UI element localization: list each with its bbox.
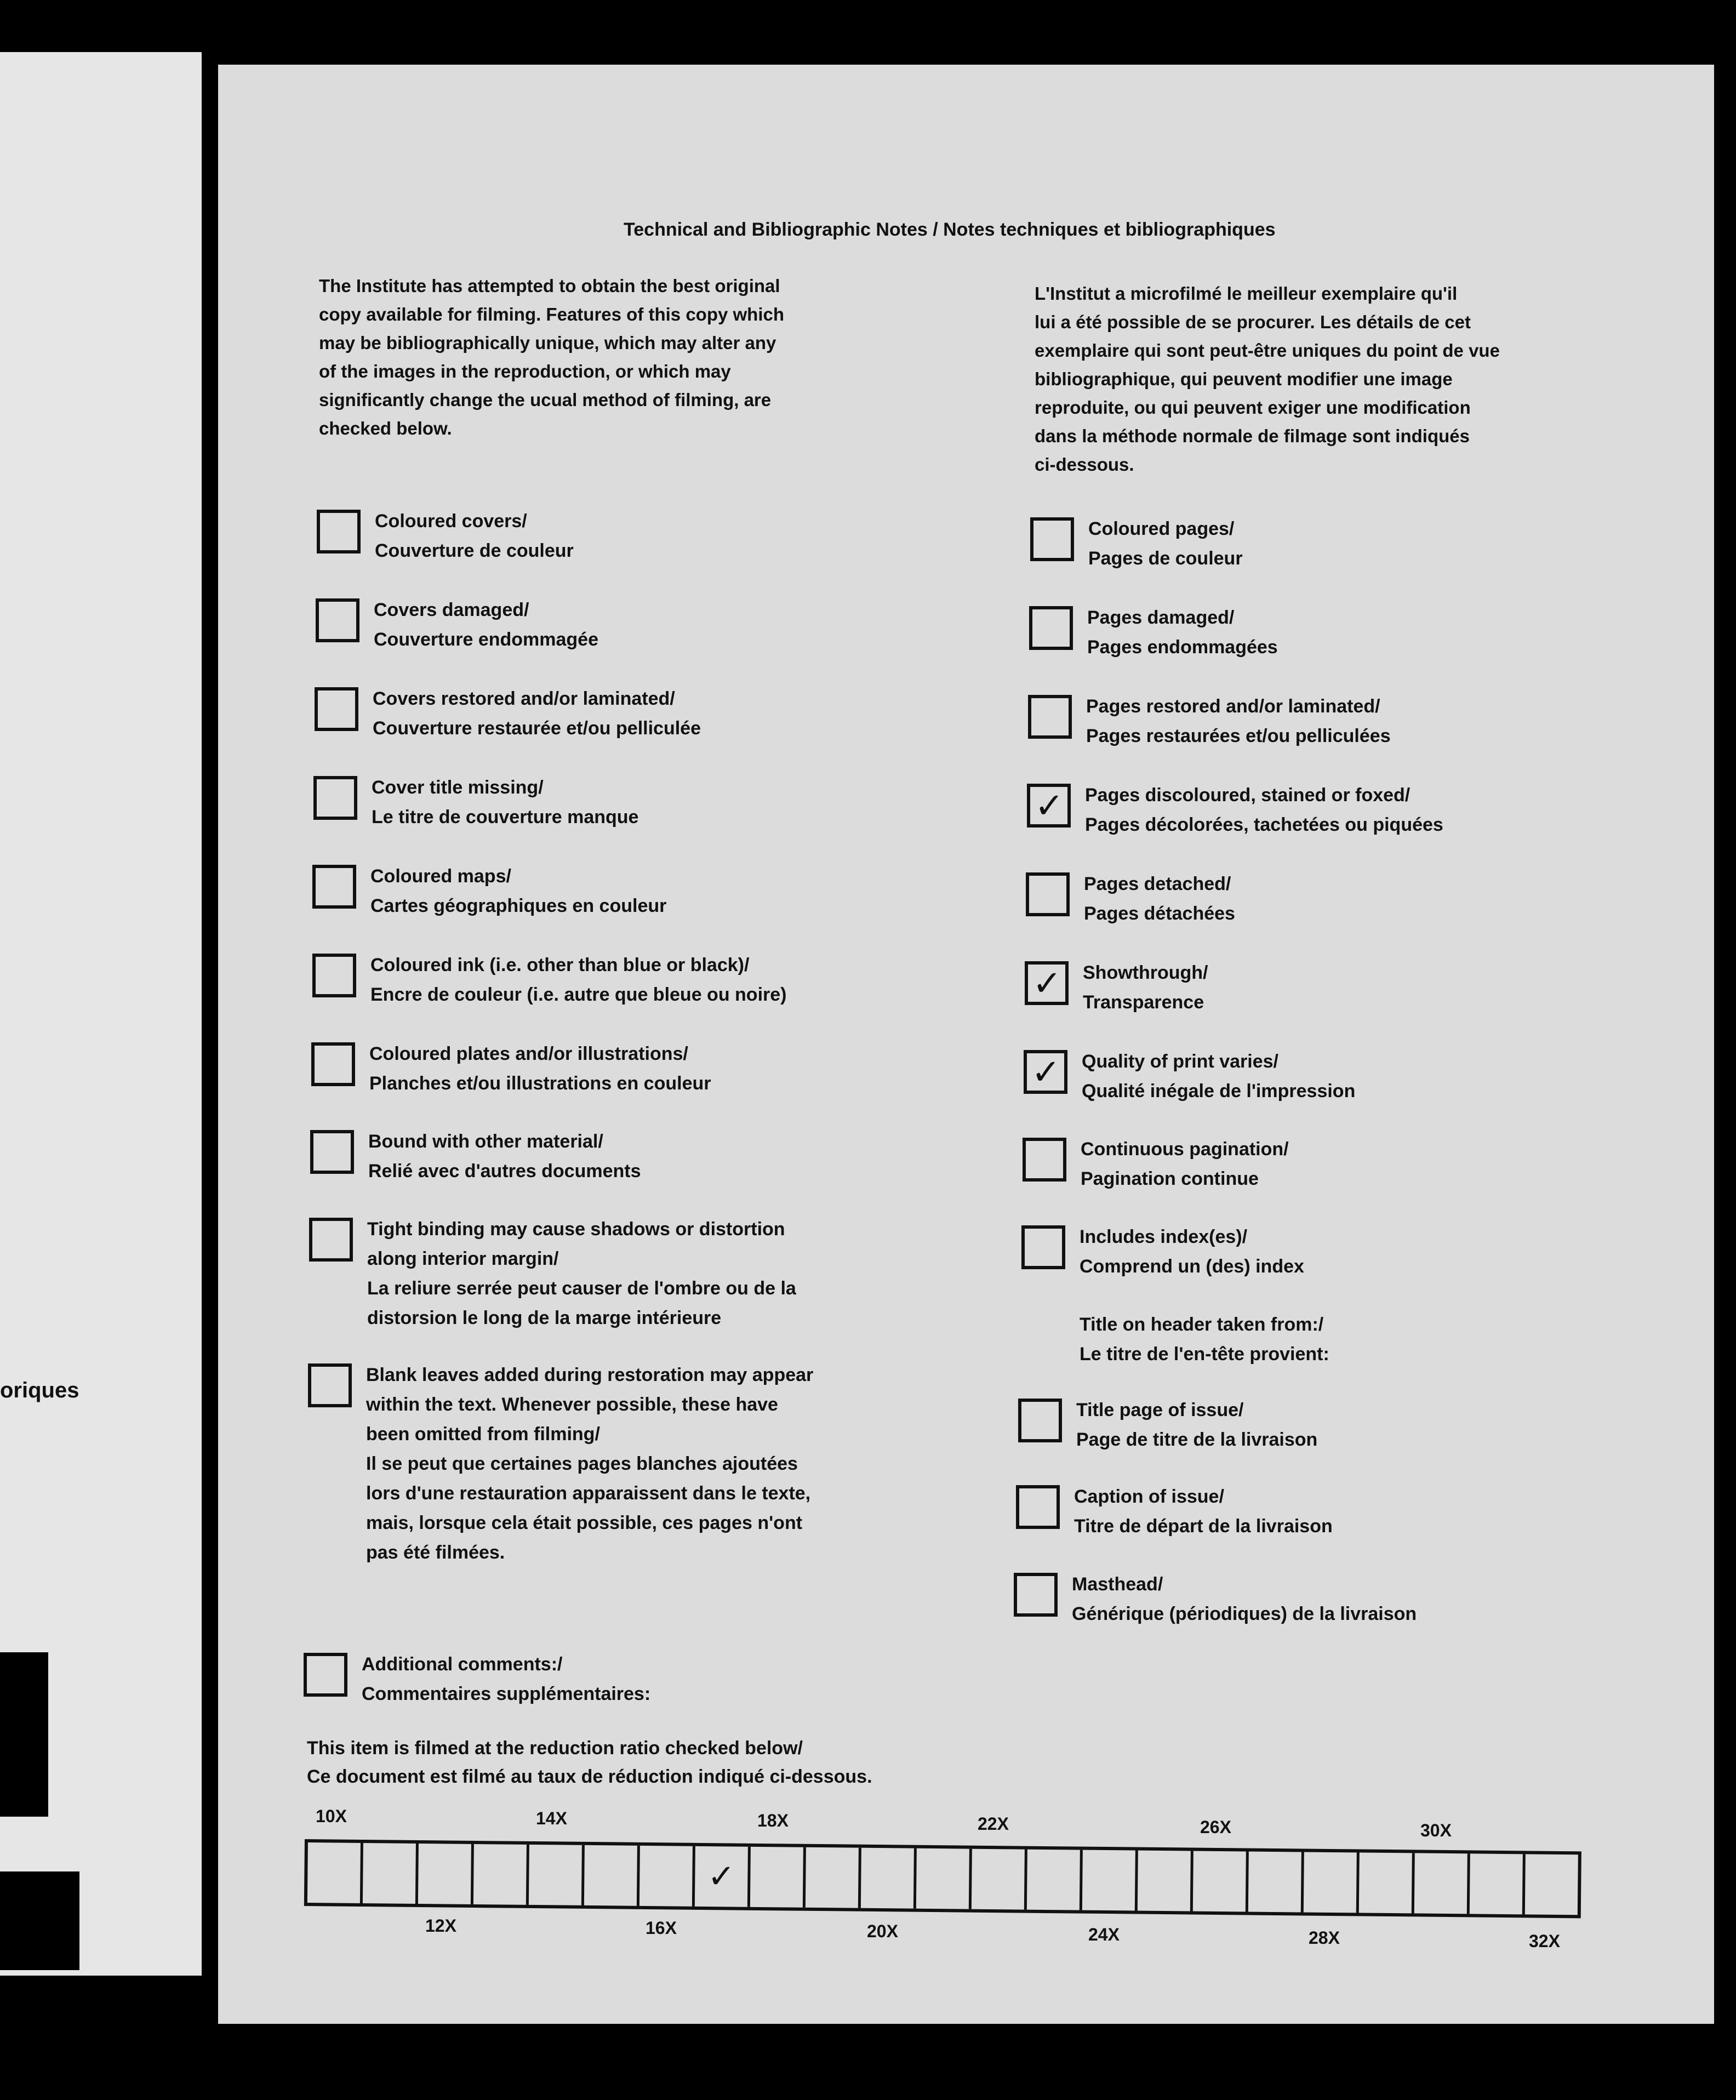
reduction-cell[interactable] <box>1525 1854 1578 1915</box>
checklist-label: Coloured ink (i.e. other than blue or black)/ Encre de couleur (i.e. autre que bleue ou noire) <box>370 955 787 1005</box>
reduction-cell[interactable] <box>1082 1850 1138 1911</box>
reduction-ratio-note: This item is filmed at the reduction ratio checked below/ Ce document est filmé au taux de réduction indiqué ci-dessous. <box>307 1738 872 1787</box>
reduction-cell[interactable] <box>1304 1852 1360 1913</box>
left-page-black-mark-1 <box>0 1652 48 1817</box>
checkbox[interactable] <box>315 687 358 731</box>
checkbox[interactable] <box>1026 872 1070 916</box>
checklist-label: Coloured plates and/or illustrations/ Planches et/ou illustrations en couleur <box>369 1043 711 1094</box>
checklist-label: Includes index(es)/ Comprend un (des) index <box>1080 1226 1304 1277</box>
scale-label-bottom: 20X <box>867 1921 898 1941</box>
reduction-cell[interactable] <box>1470 1853 1526 1914</box>
checklist-label: Bound with other material/ Relié avec d'autres documents <box>368 1131 641 1182</box>
scale-label-bottom: 28X <box>1309 1928 1340 1948</box>
checkbox[interactable] <box>1028 695 1072 739</box>
scale-label-top: 14X <box>536 1808 567 1828</box>
check-mark-icon: ✓ <box>1031 1052 1061 1092</box>
checklist-label: Pages detached/ Pages détachées <box>1084 874 1235 924</box>
checklist-label: Title page of issue/ Page de titre de la livraison <box>1076 1400 1318 1450</box>
reduction-cell-checked[interactable]: ✓ <box>695 1846 751 1907</box>
reduction-cell[interactable] <box>529 1845 585 1905</box>
checklist-label: Coloured covers/ Couverture de couleur <box>375 511 574 561</box>
reduction-cell[interactable] <box>916 1848 972 1909</box>
document-sheet <box>218 65 1714 2024</box>
checkbox[interactable] <box>304 1653 347 1697</box>
reduction-cell[interactable] <box>1359 1852 1415 1913</box>
reduction-cell[interactable] <box>1414 1853 1470 1914</box>
checklist-label: Pages discoloured, stained or foxed/ Pages décolorées, tachetées ou piquées <box>1085 785 1443 835</box>
checkbox[interactable] <box>1029 606 1073 650</box>
checkbox[interactable] <box>1016 1485 1060 1529</box>
reduction-cell[interactable] <box>1138 1851 1194 1911</box>
left-page-fragment: oriques <box>0 1378 79 1402</box>
checklist-label: Pages restored and/or laminated/ Pages restaurées et/ou pelliculées <box>1086 696 1391 746</box>
page-title: Technical and Bibliographic Notes / Notes techniques et bibliographiques <box>624 219 1276 240</box>
checkbox[interactable] <box>316 598 359 642</box>
checklist-label: Covers damaged/ Couverture endommagée <box>374 600 598 650</box>
check-mark-icon: ✓ <box>1032 963 1062 1003</box>
scale-label-top: 26X <box>1200 1817 1231 1837</box>
reduction-cell[interactable] <box>806 1847 861 1908</box>
reduction-cell[interactable] <box>1027 1850 1083 1910</box>
checklist-label: Blank leaves added during restoration may appear within the text. Whenever possible, these have been omitted from filming/ Il se peut que certaines pages blanches ajoutées lors d'une restauration apparaissent dans le texte, mais, lorsque cela était possible, ces pages n'ont pas été filmées. <box>366 1365 814 1563</box>
scale-label-top: 18X <box>757 1811 789 1830</box>
checklist-label: Coloured maps/ Cartes géographiques en couleur <box>370 866 667 916</box>
checkbox[interactable] <box>312 954 356 997</box>
checkbox[interactable] <box>1014 1573 1058 1617</box>
intro-french: L'Institut a microfilmé le meilleur exemplaire qu'il lui a été possible de se procurer. Les détails de cet exemplaire qui sont peut-être uniques du point de vue bibliographique, qui peuvent modifier une image reproduite, ou qui peuvent exiger une modification dans la méthode normale de filmage sont indiqués ci-dessous. <box>1035 283 1500 475</box>
checklist-label: Masthead/ Générique (périodiques) de la livraison <box>1072 1574 1417 1624</box>
checklist-label: Covers restored and/or laminated/ Couverture restaurée et/ou pelliculée <box>373 688 701 739</box>
reduction-cell[interactable] <box>750 1847 806 1908</box>
reduction-cell[interactable] <box>584 1845 640 1906</box>
scale-label-bottom: 32X <box>1529 1931 1560 1951</box>
checkbox[interactable] <box>313 776 357 820</box>
checkbox[interactable] <box>317 510 361 553</box>
reduction-cell[interactable] <box>972 1849 1027 1910</box>
checklist-label: Quality of print varies/ Qualité inégale de l'impression <box>1082 1051 1356 1102</box>
checkbox[interactable] <box>310 1130 354 1174</box>
reduction-cell[interactable] <box>473 1844 529 1905</box>
scale-label-bottom: 12X <box>425 1916 456 1936</box>
checkbox[interactable] <box>312 865 356 909</box>
check-mark-icon: ✓ <box>1035 786 1064 825</box>
intro-english: The Institute has attempted to obtain the best original copy available for filming. Features of this copy which may be bibliographically unique, which may alter any of the images in the reproduction, or which may significantly change the ucual method of filming, are checked below. <box>319 276 785 438</box>
scale-label-top: 22X <box>978 1814 1009 1834</box>
checkbox[interactable] <box>309 1218 353 1262</box>
checklist-label: Continuous pagination/ Pagination continue <box>1081 1139 1289 1189</box>
reduction-cell[interactable] <box>307 1842 363 1903</box>
reduction-cell[interactable] <box>861 1848 917 1909</box>
checklist-label: Caption of issue/ Titre de départ de la livraison <box>1074 1486 1333 1537</box>
reduction-ratio-strip <box>304 1839 1581 1918</box>
checkbox[interactable] <box>1027 784 1071 828</box>
reduction-cell[interactable] <box>418 1844 474 1904</box>
checkbox[interactable] <box>311 1042 355 1086</box>
reduction-cell[interactable] <box>363 1843 419 1904</box>
checkbox[interactable] <box>1018 1399 1062 1442</box>
checklist-label: Tight binding may cause shadows or distortion along interior margin/ La reliure serrée peut causer de l'ombre ou de la distorsion le long de la marge intérieure <box>367 1219 796 1328</box>
checkbox[interactable] <box>1025 961 1069 1005</box>
scale-label-bottom: 16X <box>646 1918 677 1938</box>
scale-label-top: 10X <box>316 1806 347 1826</box>
checkbox[interactable] <box>1024 1050 1067 1094</box>
checkbox[interactable] <box>1023 1138 1066 1182</box>
checklist-label: Showthrough/ Transparence <box>1083 962 1208 1013</box>
left-page-black-mark-2 <box>0 1871 79 1970</box>
reduction-cell[interactable] <box>1248 1852 1304 1913</box>
left-page <box>0 52 202 1976</box>
checkbox[interactable] <box>308 1363 352 1407</box>
reduction-cell[interactable] <box>639 1846 695 1907</box>
checklist-label: Pages damaged/ Pages endommagées <box>1087 607 1278 658</box>
checklist-label: Coloured pages/ Pages de couleur <box>1088 518 1243 569</box>
reduction-cell[interactable] <box>1193 1851 1249 1912</box>
additional-comments-label: Additional comments:/ Commentaires supplémentaires: <box>362 1654 651 1704</box>
checklist-label: Cover title missing/ Le titre de couverture manque <box>372 777 639 828</box>
checkbox[interactable] <box>1021 1225 1065 1269</box>
header-source-note: Title on header taken from:/ Le titre de l'en-tête provient: <box>1080 1314 1329 1365</box>
scale-label-top: 30X <box>1420 1821 1452 1840</box>
scale-label-bottom: 24X <box>1088 1925 1120 1944</box>
checkbox[interactable] <box>1030 517 1074 561</box>
